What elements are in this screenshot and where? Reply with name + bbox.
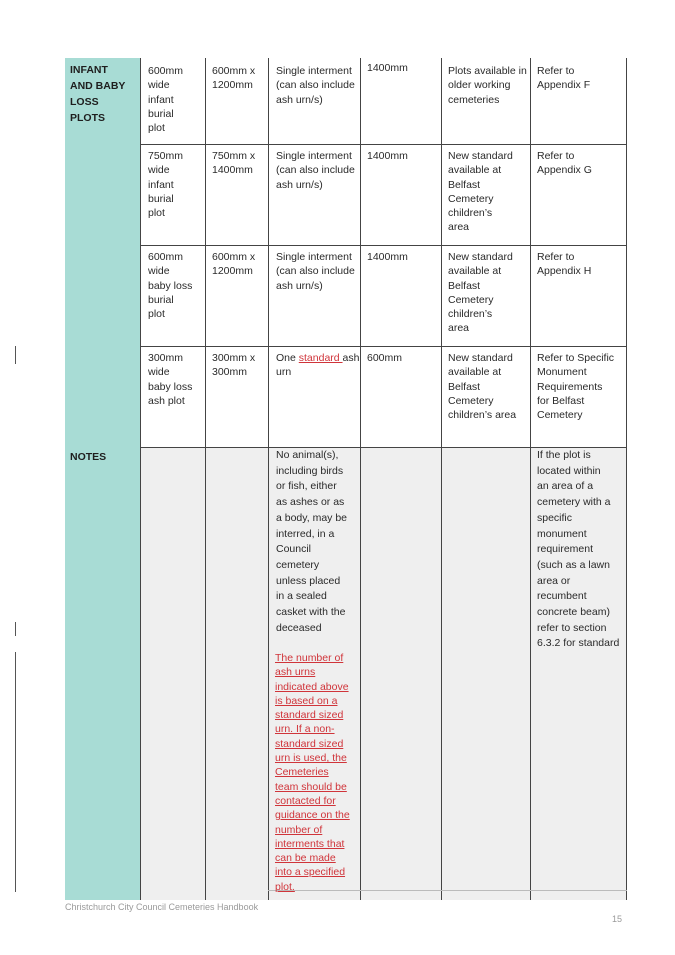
availability-cell: Plots available in older working cemeteries <box>448 65 527 106</box>
plot-type-cell: 600mm wide infant burial plot <box>148 65 184 135</box>
availability-cell: New standard available at Belfast Cemetery children’s area <box>448 251 513 335</box>
page-number: 15 <box>612 914 623 924</box>
plot-type-cell: 750mm wide infant burial plot <box>148 150 184 220</box>
reference-cell: Refer to Appendix H <box>537 251 592 278</box>
reference-cell: Refer to Appendix G <box>537 150 592 177</box>
footer-title: Christchurch City Council Cemeteries Handbook <box>65 902 259 912</box>
notes-label: NOTES <box>70 451 107 463</box>
interment-cell: Single interment (can also include ash urn/s) <box>276 150 355 191</box>
grid-line <box>140 144 627 145</box>
notes-header-cell <box>65 447 140 900</box>
grid-line <box>205 58 206 900</box>
availability-cell: New standard available at Belfast Cemetery children’s area <box>448 150 513 234</box>
margin-change-bar <box>15 346 16 364</box>
reference-cell: Refer to Specific Monument Requirements for Belfast Cemetery <box>537 352 615 422</box>
monument-requirement-note: If the plot is located within an area of a cemetery with a specific monument requirement (such as a lawn area or recumbent concrete beam) refer to section 6.3.2 for standard <box>537 449 620 650</box>
depth-cell: 1400mm <box>367 62 408 74</box>
grid-line <box>140 346 627 347</box>
plot-type-cell: 600mm wide baby loss burial plot <box>148 251 193 321</box>
margin-change-bar <box>15 652 16 892</box>
plot-size-cell: 600mm x 1200mm <box>212 251 256 278</box>
depth-cell: 1400mm <box>367 251 408 263</box>
tracked-change-text: standard <box>298 352 343 364</box>
plot-type-cell: 300mm wide baby loss ash plot <box>148 352 193 407</box>
section-header-cell <box>65 58 140 447</box>
interment-cell: Single interment (can also include ash urn/s) <box>276 65 355 106</box>
plot-size-cell: 300mm x 300mm <box>212 352 256 379</box>
plot-size-cell: 600mm x 1200mm <box>212 65 256 92</box>
margin-change-bar <box>15 622 16 636</box>
grid-line <box>268 58 269 900</box>
interment-text: One <box>276 352 299 364</box>
section-label: INFANT AND BABY LOSS PLOTS <box>70 64 126 124</box>
grid-line <box>140 245 627 246</box>
grid-line <box>140 58 141 900</box>
depth-cell: 600mm <box>367 352 403 364</box>
interment-text: ash urn <box>276 352 360 379</box>
grid-line <box>626 58 627 900</box>
animal-interment-note: No animal(s), including birds or fish, either as ashes or as a body, may be interred, in a Council cemetery unless placed in a sealed casket with the deceased <box>276 449 348 634</box>
reference-cell: Refer to Appendix F <box>537 65 591 92</box>
depth-cell: 1400mm <box>367 150 408 162</box>
urn-size-note: The number of ash urns indicated above is based on a standard sized urn. If a non- standard sized urn is used, the Cemeteries team should be contacted for guidance on the number of interments that can be made into a specified plot. <box>275 652 350 893</box>
interment-cell <box>270 349 365 382</box>
interment-cell: Single interment (can also include ash urn/s) <box>276 251 355 292</box>
plot-size-cell: 750mm x 1400mm <box>212 150 256 177</box>
availability-cell: New standard available at Belfast Cemetery children’s area <box>448 352 517 422</box>
